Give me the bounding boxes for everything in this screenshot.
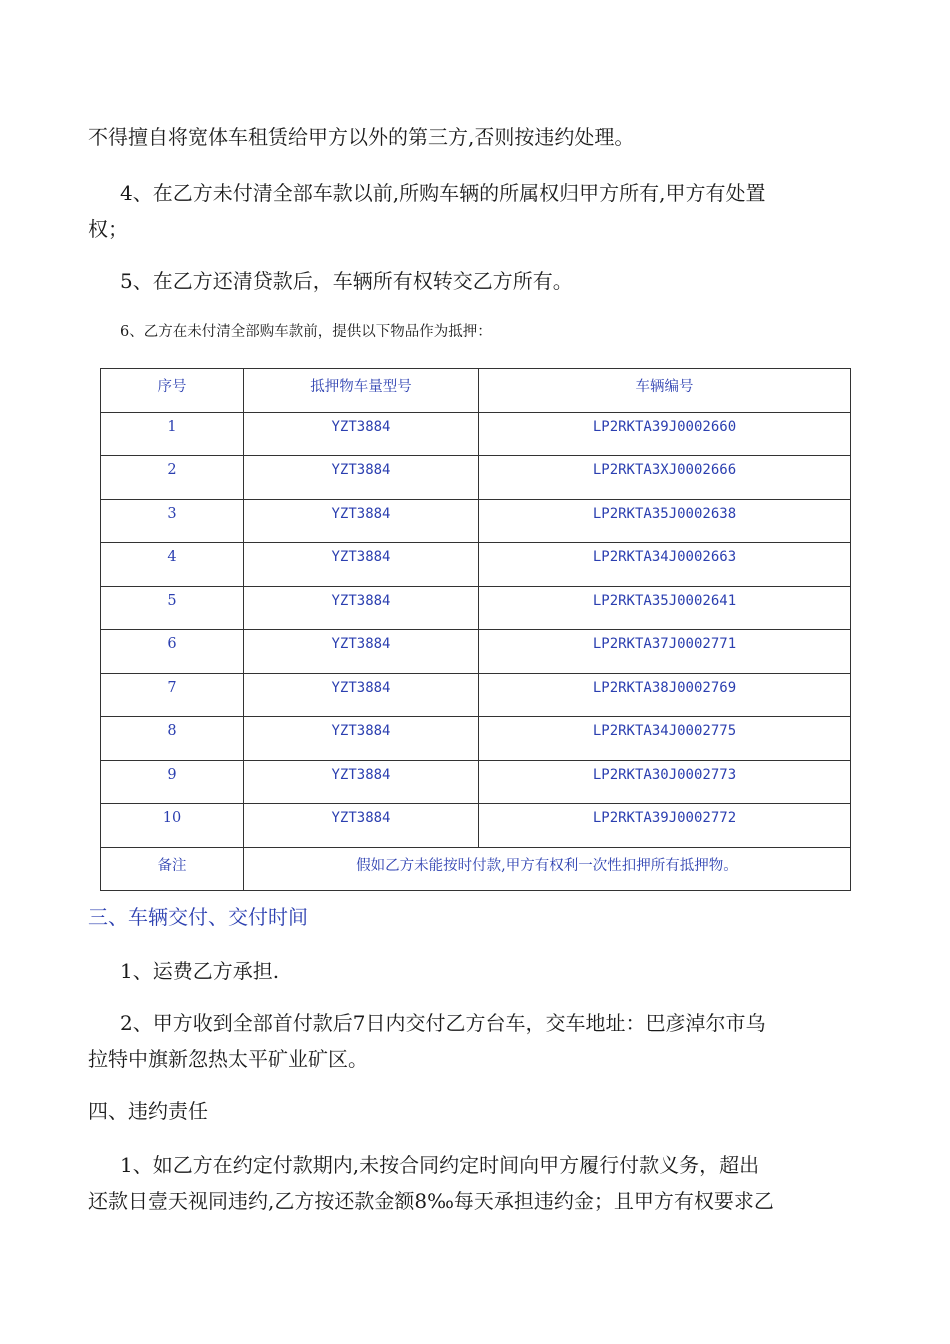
cell-vin: LP2RKTA34J0002775 <box>479 717 851 761</box>
table-header-row <box>101 369 851 413</box>
paragraph-breach: 1、如乙方在约定付款期内,未按合同约定时间向甲方履行付款义务，超出 <box>120 1153 760 1177</box>
cell-vin: LP2RKTA30J0002773 <box>479 760 851 804</box>
paragraph-delivery-address: 拉特中旗新忽热太平矿业矿区。 <box>88 1047 368 1071</box>
cell-no: 7 <box>101 673 244 717</box>
table-row <box>101 499 851 543</box>
paragraph-delivery-time: 2、甲方收到全部首付款后7日内交付乙方台车，交车地址：巴彦淖尔市乌 <box>120 1011 766 1035</box>
cell-no: 3 <box>101 499 244 543</box>
cell-model: YZT3884 <box>244 673 479 717</box>
cell-no: 1 <box>101 412 244 456</box>
paragraph-item-4: 4、在乙方未付清全部车款以前,所购车辆的所属权归甲方所有,甲方有处置 <box>120 181 766 205</box>
cell-vin: LP2RKTA35J0002641 <box>479 586 851 630</box>
cell-model: YZT3884 <box>244 804 479 848</box>
cell-vin: LP2RKTA35J0002638 <box>479 499 851 543</box>
table-row <box>101 804 851 848</box>
cell-no: 5 <box>101 586 244 630</box>
cell-vin: LP2RKTA34J0002663 <box>479 543 851 587</box>
cell-vin: LP2RKTA38J0002769 <box>479 673 851 717</box>
header-model: 抵押物车量型号 <box>244 369 479 413</box>
table-remark-row <box>101 847 851 891</box>
paragraph-item-4-cont: 权； <box>88 217 128 241</box>
table-row <box>101 673 851 717</box>
cell-vin: LP2RKTA39J0002660 <box>479 412 851 456</box>
cell-model: YZT3884 <box>244 456 479 500</box>
table-row <box>101 412 851 456</box>
table-row <box>101 456 851 500</box>
cell-no: 6 <box>101 630 244 674</box>
cell-no: 8 <box>101 717 244 761</box>
paragraph-item-6: 6、乙方在未付清全部购车款前，提供以下物品作为抵押： <box>120 324 492 340</box>
header-vin: 车辆编号 <box>479 369 851 413</box>
section-heading-liability: 四、违约责任 <box>88 1099 208 1123</box>
table-row <box>101 717 851 761</box>
cell-model: YZT3884 <box>244 412 479 456</box>
cell-no: 2 <box>101 456 244 500</box>
remark-label: 备注 <box>101 847 244 891</box>
paragraph-breach-cont: 还款日壹天视同违约,乙方按还款金额8‰每天承担违约金；且甲方有权要求乙 <box>88 1189 774 1213</box>
cell-model: YZT3884 <box>244 499 479 543</box>
table-row <box>101 543 851 587</box>
cell-model: YZT3884 <box>244 586 479 630</box>
cell-no: 10 <box>101 804 244 848</box>
cell-vin: LP2RKTA37J0002771 <box>479 630 851 674</box>
paragraph-item-5: 5、在乙方还清贷款后，车辆所有权转交乙方所有。 <box>120 269 573 293</box>
remark-text: 假如乙方未能按时付款,甲方有权利一次性扣押所有抵押物。 <box>244 847 851 891</box>
cell-model: YZT3884 <box>244 717 479 761</box>
cell-model: YZT3884 <box>244 630 479 674</box>
cell-vin: LP2RKTA3XJ0002666 <box>479 456 851 500</box>
cell-model: YZT3884 <box>244 543 479 587</box>
header-no: 序号 <box>101 369 244 413</box>
cell-no: 4 <box>101 543 244 587</box>
table-row <box>101 586 851 630</box>
table-row <box>101 760 851 804</box>
paragraph-third-party: 不得擅自将宽体车租赁给甲方以外的第三方,否则按违约处理。 <box>88 125 635 149</box>
cell-no: 9 <box>101 760 244 804</box>
cell-vin: LP2RKTA39J0002772 <box>479 804 851 848</box>
paragraph-freight: 1、运费乙方承担. <box>120 959 280 983</box>
section-heading-delivery: 三、车辆交付、交付时间 <box>88 905 308 929</box>
table-row <box>101 630 851 674</box>
pledge-table <box>100 368 851 891</box>
cell-model: YZT3884 <box>244 760 479 804</box>
